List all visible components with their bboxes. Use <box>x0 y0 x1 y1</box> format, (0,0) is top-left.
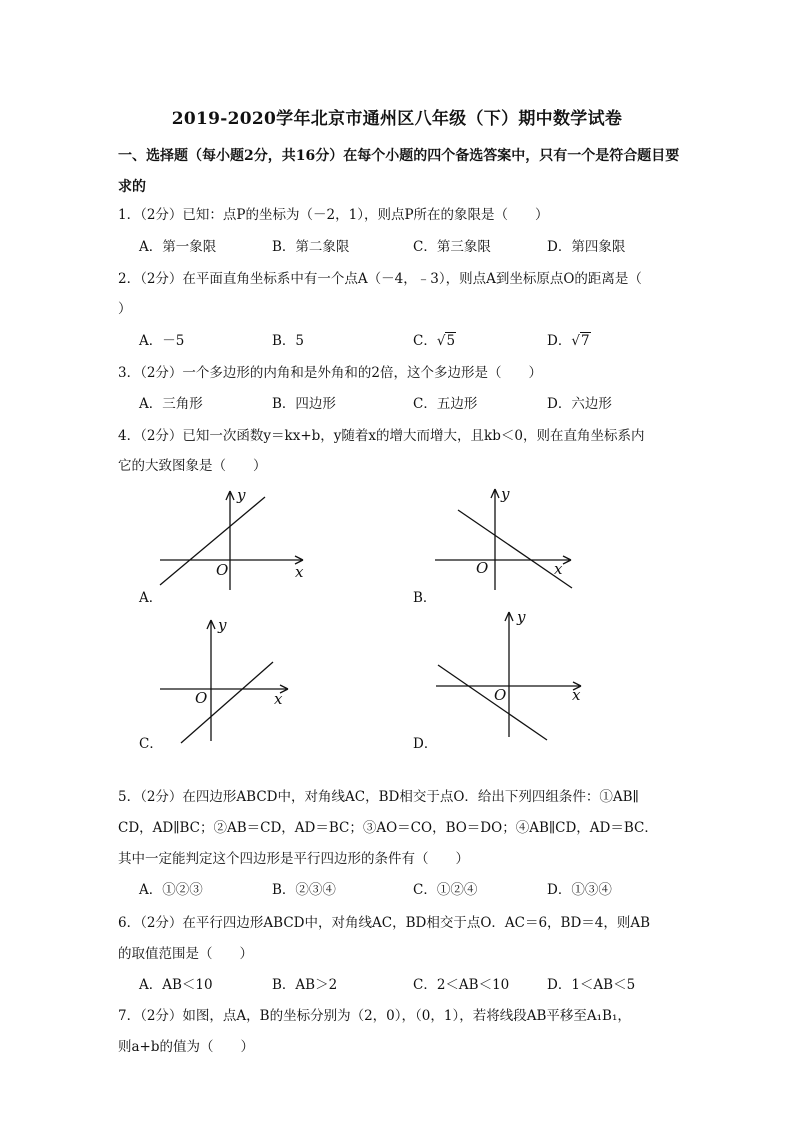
option-c: C．2＜AB＜10 <box>413 977 510 993</box>
graph-b-label: B． <box>413 590 437 606</box>
origin-label: O <box>216 561 229 579</box>
question-5-line-3: 其中一定能判定这个四边形是平行四边形的条件有（ ） <box>118 851 469 867</box>
option-d: D．①③④ <box>547 882 612 898</box>
section-heading: 一、选择题（每小题2分，共16分）在每个小题的四个备选答案中，只有一个是符合题目要求的 <box>118 148 680 195</box>
option-d: D．√7 <box>547 333 590 349</box>
origin-label: O <box>195 689 208 707</box>
question-2-options <box>139 331 699 351</box>
y-label: y <box>218 616 227 634</box>
option-d: D．六边形 <box>547 396 612 412</box>
x-label: x <box>554 560 563 578</box>
page-title: 2019-2020学年北京市通州区八年级（下）期中数学试卷 <box>171 109 623 129</box>
question-6-line-2: 的取值范围是（ ） <box>118 946 253 962</box>
function-line <box>438 665 547 740</box>
option-a: A．AB＜10 <box>139 977 213 993</box>
graph-b <box>430 485 600 595</box>
option-c: C．①②④ <box>413 882 478 898</box>
function-line <box>160 497 265 585</box>
option-c: C．√5 <box>413 333 456 349</box>
origin-label: O <box>494 686 507 704</box>
graph-d-label: D． <box>413 736 438 752</box>
option-a: A．第一象限 <box>139 239 217 255</box>
question-4-line-2: 它的大致图象是（ ） <box>118 458 267 474</box>
question-6-line-1: 6．（2分）在平行四边形ABCD中，对角线AC，BD相交于点O．AC＝6，BD＝4，则AB <box>118 915 651 931</box>
question-2-line-1: 2．（2分）在平面直角坐标系中有一个点A（－4，﹣3），则点A到坐标原点O的距离是（ <box>118 271 642 287</box>
question-1-options <box>139 237 699 257</box>
question-2-line-2: ） <box>118 301 132 317</box>
origin-label: O <box>476 559 489 577</box>
option-b: B．第二象限 <box>272 239 350 255</box>
question-7-line-1: 7．（2分）如图，点A，B的坐标分别为（2，0），（0，1），若将线段AB平移至A₁B₁， <box>118 1008 631 1024</box>
graph-a <box>150 485 320 595</box>
question-1-text: 1．（2分）已知：点P的坐标为（－2，1），则点P所在的象限是（ ） <box>118 207 549 223</box>
y-label: y <box>517 608 526 626</box>
option-b: B．②③④ <box>272 882 336 898</box>
x-label: x <box>274 690 283 708</box>
question-3-text: 3．（2分）一个多边形的内角和是外角和的2倍，这个多边形是（ ） <box>118 365 543 381</box>
question-5-options <box>139 880 699 900</box>
question-5-line-1: 5．（2分）在四边形ABCD中，对角线AC，BD相交于点O．给出下列四组条件：①AB∥ <box>118 789 639 805</box>
option-d: D．1＜AB＜5 <box>547 977 636 993</box>
question-6-options <box>139 975 699 995</box>
option-b: B．AB＞2 <box>272 977 338 993</box>
graph-c <box>155 615 325 745</box>
graph-a-label: A． <box>139 590 163 606</box>
graph-d <box>433 607 603 747</box>
sqrt-symbol: √7 <box>571 333 590 349</box>
y-label: y <box>501 485 510 503</box>
option-c: C．第三象限 <box>413 239 491 255</box>
question-5-line-2: CD，AD∥BC；②AB＝CD，AD＝BC；③AO＝CO，BO＝DO；④AB∥CD，AD＝BC． <box>118 820 658 836</box>
graph-c-label: C． <box>139 736 163 752</box>
option-a: A．①②③ <box>139 882 203 898</box>
question-7-line-2: 则a+b的值为（ ） <box>118 1039 255 1055</box>
question-3-options <box>139 394 699 414</box>
option-d: D．第四象限 <box>547 239 626 255</box>
option-a: A．三角形 <box>139 396 203 412</box>
x-label: x <box>572 686 581 704</box>
sqrt-symbol: √5 <box>436 333 456 349</box>
option-b: B．四边形 <box>272 396 336 412</box>
option-a: A．－5 <box>139 333 185 349</box>
option-c: C．五边形 <box>413 396 478 412</box>
x-label: x <box>295 563 304 581</box>
question-4-line-1: 4．（2分）已知一次函数y＝kx+b，y随着x的增大而增大，且kb＜0，则在直角坐标系内 <box>118 428 645 444</box>
option-b: B．5 <box>272 333 305 349</box>
y-label: y <box>237 486 246 504</box>
